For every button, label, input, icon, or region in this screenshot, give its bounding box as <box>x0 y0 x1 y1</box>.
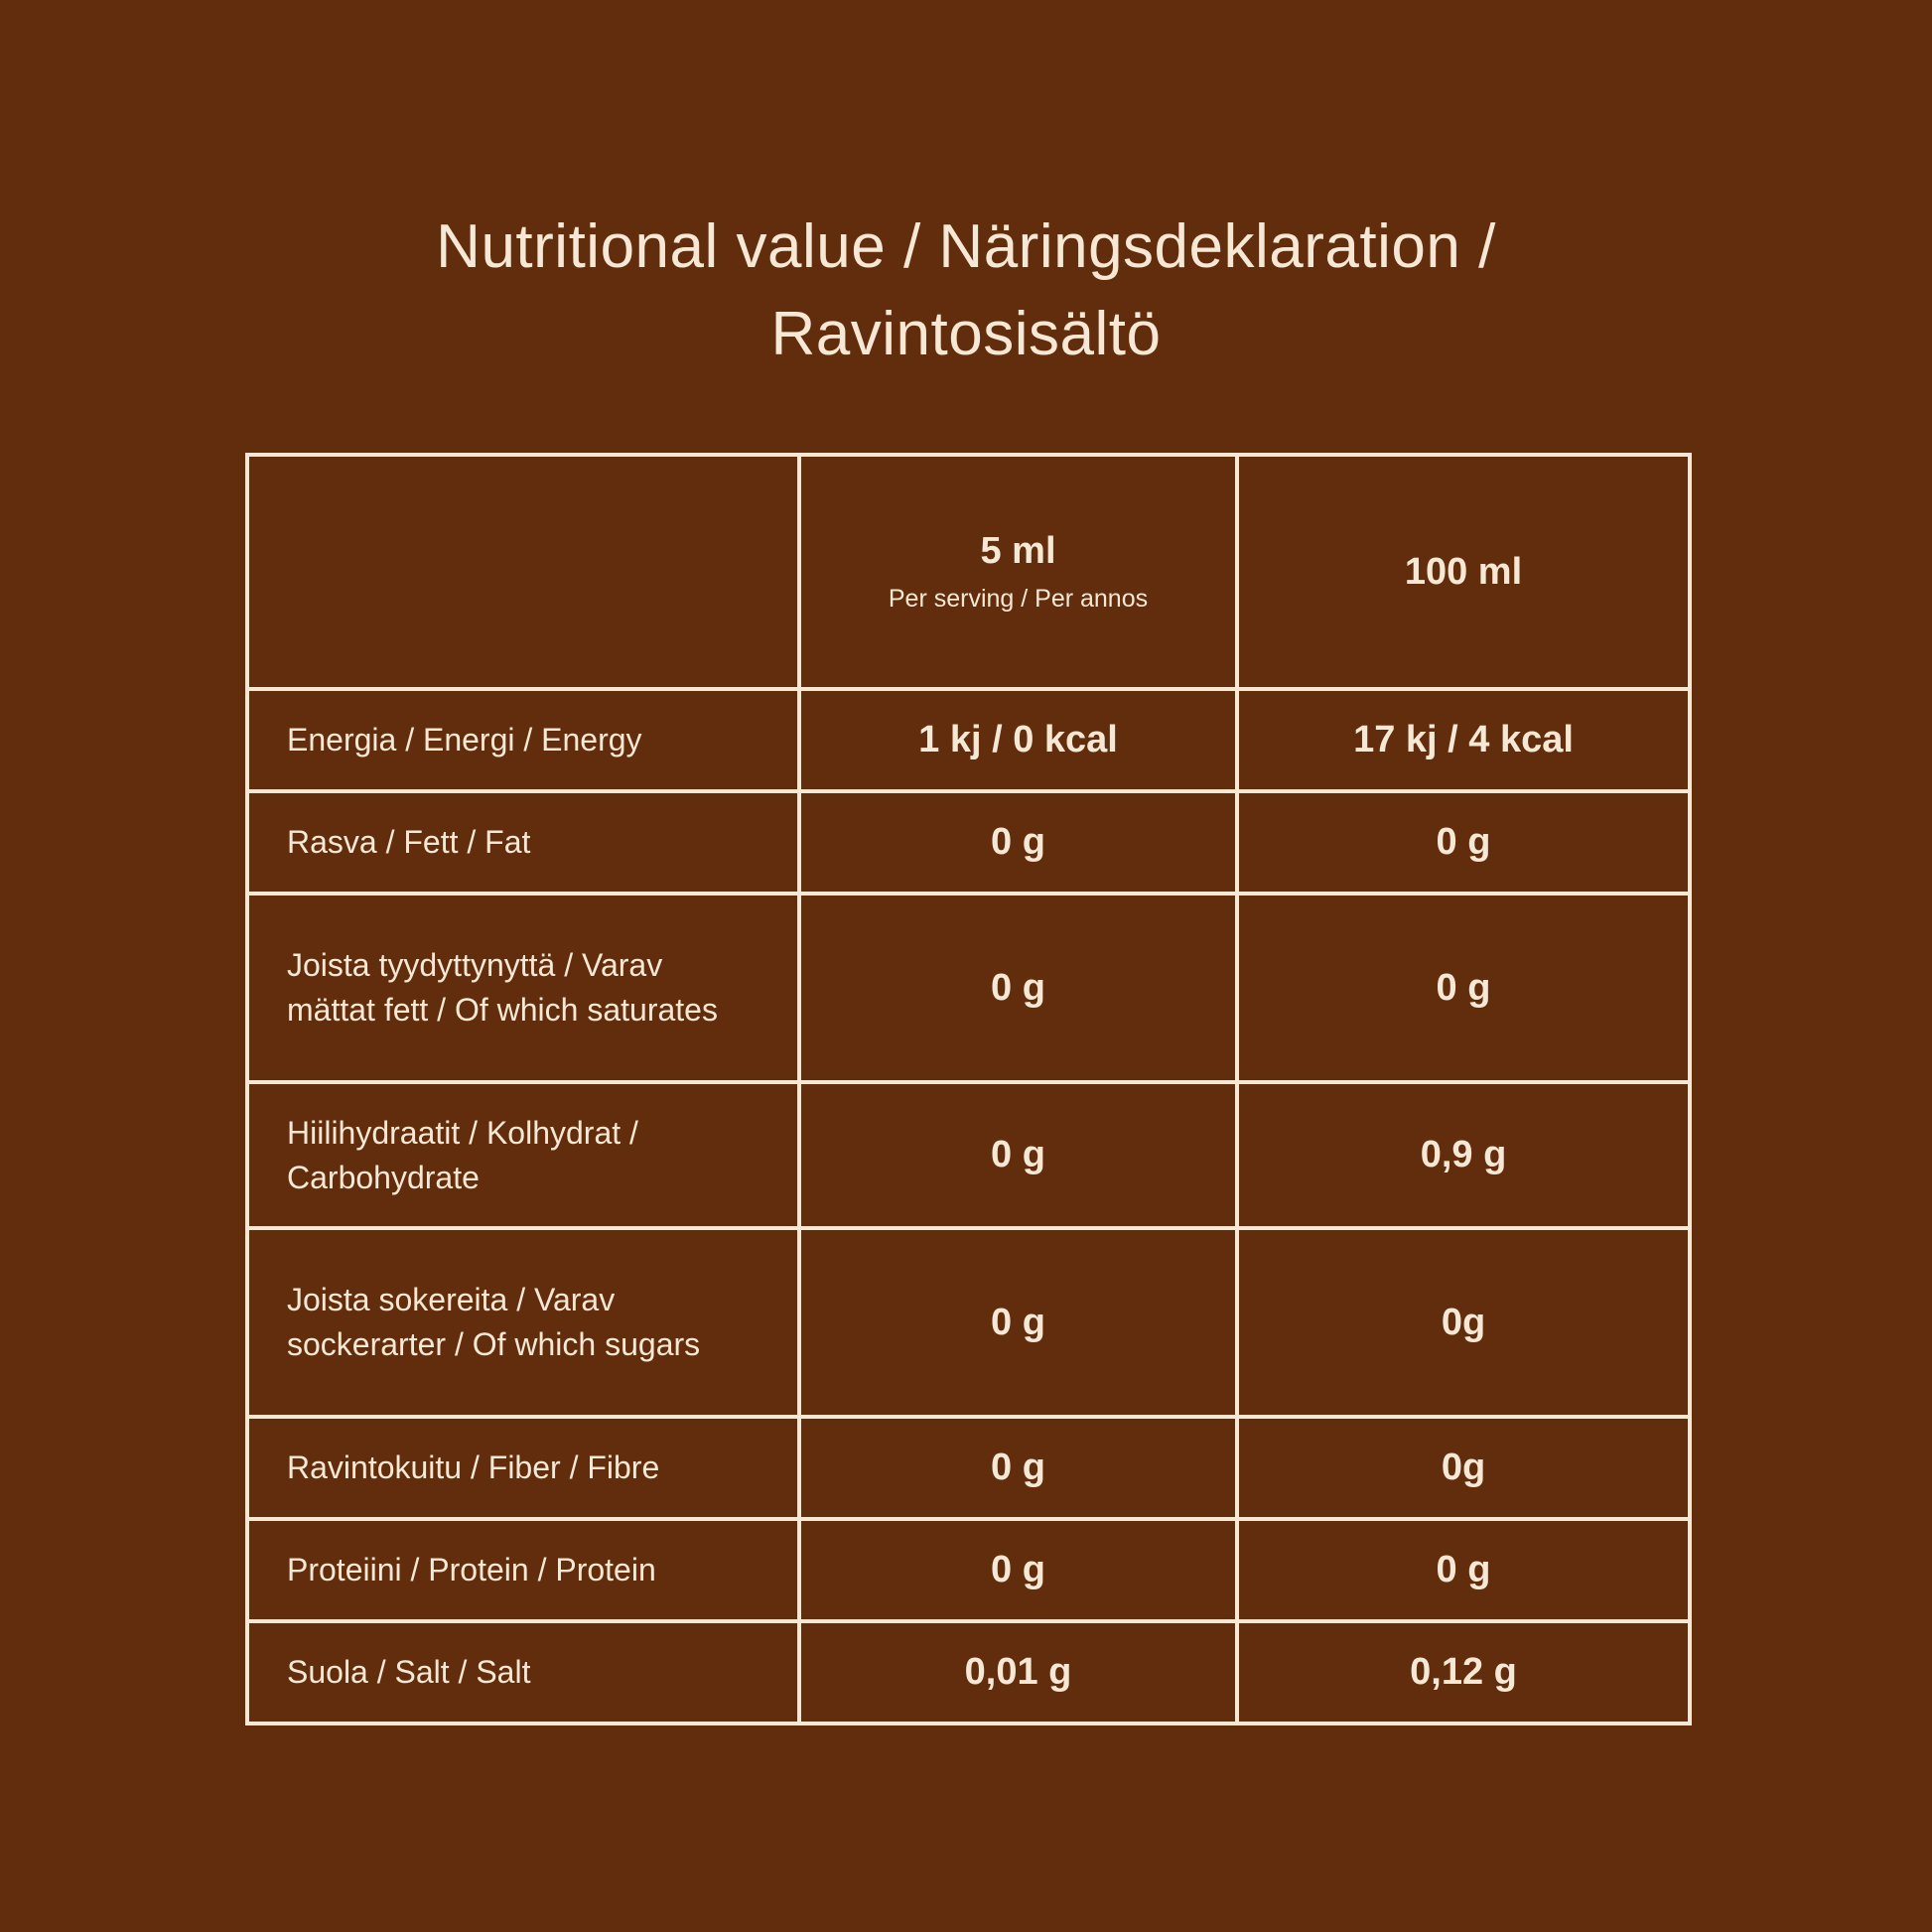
row-value-per-100ml: 0,9 g <box>1237 1082 1690 1228</box>
header-per-serving-note: Per serving / Per annos <box>888 585 1149 613</box>
row-value-per-serving: 0 g <box>799 791 1237 894</box>
row-value-per-100ml: 0g <box>1237 1417 1690 1519</box>
header-per-serving <box>799 455 1237 689</box>
row-label: Joista tyydyttynyttä / Varav mättat fett / Of which saturates <box>247 894 799 1082</box>
row-value-per-100ml: 0g <box>1237 1228 1690 1417</box>
row-value-per-100ml: 0 g <box>1237 894 1690 1082</box>
header-per-100ml <box>1237 455 1690 689</box>
row-value-per-serving: 0 g <box>799 1417 1237 1519</box>
header-per-100ml-amount: 100 ml <box>1404 551 1523 593</box>
row-label: Ravintokuitu / Fiber / Fibre <box>247 1417 799 1519</box>
table-row-saturates <box>247 894 1690 1082</box>
row-value-per-100ml: 0,12 g <box>1237 1621 1690 1724</box>
row-value-per-serving: 0 g <box>799 1082 1237 1228</box>
table-row-carbohydrate <box>247 1082 1690 1228</box>
row-value-per-serving: 0,01 g <box>799 1621 1237 1724</box>
row-label: Proteiini / Protein / Protein <box>247 1519 799 1621</box>
table-row-energy <box>247 689 1690 791</box>
page-title-line-1: Nutritional value / Näringsdeklaration / <box>436 212 1496 281</box>
header-per-serving-amount: 5 ml <box>980 530 1056 572</box>
table-header-row <box>247 455 1690 689</box>
table-row-sugars <box>247 1228 1690 1417</box>
page-title-line-2: Ravintosisältö <box>770 300 1162 368</box>
row-value-per-100ml: 0 g <box>1237 1519 1690 1621</box>
nutrition-table <box>245 453 1692 1725</box>
header-empty-cell <box>247 455 799 689</box>
row-value-per-100ml: 17 kj / 4 kcal <box>1237 689 1690 791</box>
row-value-per-serving: 0 g <box>799 1228 1237 1417</box>
row-value-per-100ml: 0 g <box>1237 791 1690 894</box>
row-label: Hiilihydraatit / Kolhydrat / Carbohydrate <box>247 1082 799 1228</box>
table-row-fat <box>247 791 1690 894</box>
table-row-fibre <box>247 1417 1690 1519</box>
row-value-per-serving: 0 g <box>799 1519 1237 1621</box>
table-row-protein <box>247 1519 1690 1621</box>
table-row-salt <box>247 1621 1690 1724</box>
row-value-per-serving: 0 g <box>799 894 1237 1082</box>
row-label: Energia / Energi / Energy <box>247 689 799 791</box>
row-label: Rasva / Fett / Fat <box>247 791 799 894</box>
row-value-per-serving: 1 kj / 0 kcal <box>799 689 1237 791</box>
row-label: Joista sokereita / Varav sockerarter / Of which sugars <box>247 1228 799 1417</box>
row-label: Suola / Salt / Salt <box>247 1621 799 1724</box>
